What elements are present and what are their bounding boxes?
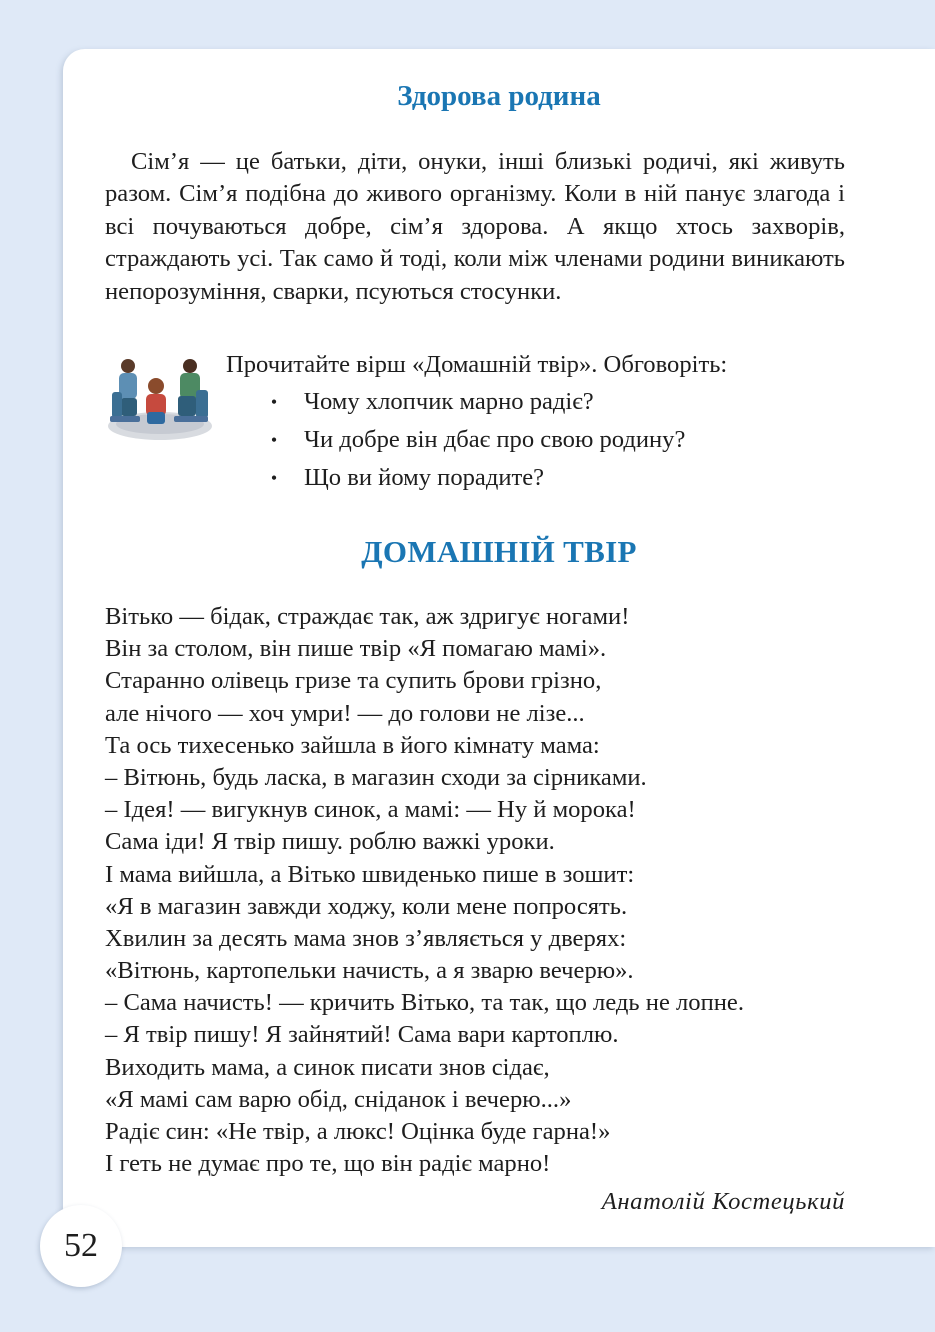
poem-line: Старанно олівець гризе та супить брови грізно, [105,667,602,695]
poem-line: І геть не думає про те, що він радіє марно! [105,1150,551,1178]
poem-line: – Сама начисть! — кричить Вітько, та так, що ледь не лопне. [105,989,744,1017]
question-text: Чому хлопчик марно радіє? [304,388,594,415]
poem-line: Він за столом, він пише твір «Я помагаю мамі». [105,635,607,663]
bullet-icon: • [270,430,278,450]
list-item [268,422,685,460]
intro-paragraph: Сім’я — це батьки, діти, онуки, інші близькі родичі, які живуть разом. Сім’я подібна до живого організму. Коли в ній панує злагода і всі почуваються добре, сім’я здорова. А якщо хтось захворів, страждають усі. Так само й тоді, коли між членами родини виникають непорозуміння, сварки, псуються стосунки. [105,148,845,305]
section-title: Здорова родина [397,80,601,112]
poem-text [105,601,744,1180]
question-text: Чи добре він дбає про свою родину? [304,426,686,453]
page-number: 52 [64,1227,98,1264]
poem-title: ДОМАШНІЙ ТВІР [361,534,637,569]
discussion-questions [268,384,685,498]
bullet-icon: • [270,392,278,412]
list-item [268,460,685,498]
poem-line: але нічого — хоч умри! — до голови не лізе... [105,699,585,727]
group-discussion-icon [104,352,216,444]
poem-line: Сама іди! Я твір пишу. роблю важкі уроки. [105,828,555,856]
poem-line: – Я твір пишу! Я зайнятий! Сама вари картоплю. [105,1021,619,1049]
poem-line: Вітько — бідак, страждає так, аж здригує ногами! [105,603,630,630]
poem-line: Радіє син: «Не твір, а люкс! Оцінка буде гарна!» [105,1118,611,1145]
poem-line: Хвилин за десять мама знов з’являється у дверях: [105,924,627,952]
task-instruction: Прочитайте вірш «Домашній твір». Обговоріть: [226,351,728,378]
poem-line: «Я в магазин завжди ходжу, коли мене попросять. [105,892,628,920]
page-number-badge [40,1205,122,1287]
question-text: Що ви йому порадите? [304,464,545,491]
poem-line: – Вітюнь, будь ласка, в магазин сходи за сірниками. [105,763,647,791]
poem-line: Виходить мама, а синок писати знов сідає, [105,1053,550,1081]
poem-line: І мама вийшла, а Вітько швиденько пише в зошит: [105,860,635,888]
bullet-icon: • [270,468,278,488]
poem-line: «Я мамі сам варю обід, сніданок і вечерю...» [105,1085,572,1113]
list-item [268,384,685,422]
poem-line: Та ось тихесенько зайшла в його кімнату мама: [105,731,600,759]
poem-line: «Вітюнь, картопельки начисть, а я зварю вечерю». [105,957,634,985]
poem-author: Анатолій Костецький [601,1188,845,1215]
poem-line: – Ідея! — вигукнув синок, а мамі: — Ну й морока! [105,796,636,824]
